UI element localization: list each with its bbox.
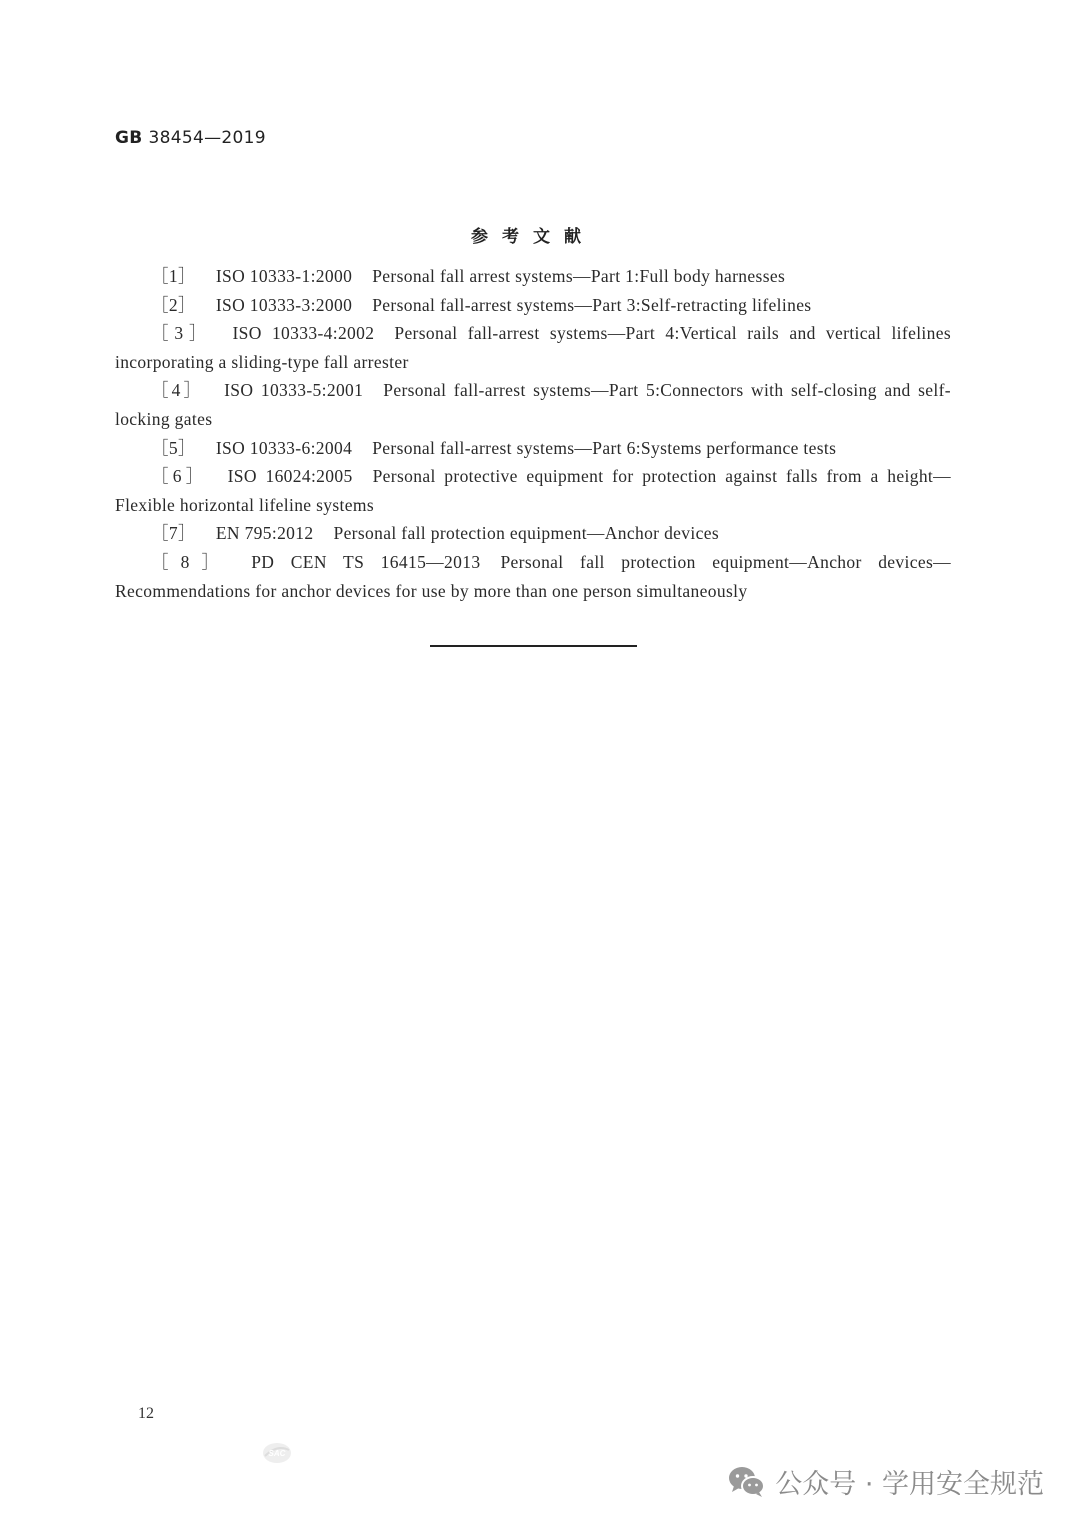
reference-code: EN 795:2012 (215, 523, 314, 544)
reference-number: ［1］ (151, 266, 196, 286)
reference-item (115, 462, 951, 519)
reference-item (115, 519, 951, 548)
reference-item (115, 262, 951, 291)
reference-number: ［2］ (151, 294, 196, 315)
reference-code: ISO 10333-5:2001 (224, 380, 364, 401)
reference-title: Personal fall-arrest systems—Part 5:Connectors with self-closing and self-locking gates (115, 380, 951, 429)
reference-number: ［4］ (151, 380, 205, 401)
reference-item (115, 319, 951, 376)
section-title: 参考文献 (471, 227, 595, 247)
reference-number: ［5］ (151, 437, 196, 458)
reference-title: Personal fall protection equipment—Anchor devices—Recommendations for anchor devices for use by more than one person simultaneously (115, 551, 951, 601)
reference-code: ISO 16024:2005 (227, 466, 353, 487)
standard-prefix: GB (115, 128, 143, 148)
reference-number: ［7］ (151, 523, 196, 544)
end-rule (430, 645, 637, 647)
sac-logo-icon (262, 1441, 292, 1465)
reference-title: Personal protective equipment for protection against falls from a height—Flexible horizontal lifeline systems (115, 466, 951, 515)
reference-code: ISO 10333-6:2004 (215, 437, 353, 458)
reference-item (115, 291, 951, 320)
svg-text:SAC: SAC (268, 1449, 286, 1458)
reference-item (115, 434, 951, 463)
reference-list (115, 262, 951, 605)
reference-title: Personal fall protection equipment—Anchor devices (333, 523, 719, 544)
reference-code: PD CEN TS 16415—2013 (251, 551, 481, 572)
watermark (727, 1462, 1044, 1501)
reference-number: ［6］ (151, 466, 208, 487)
reference-code: ISO 10333-4:2002 (232, 323, 375, 344)
reference-title: Personal fall-arrest systems—Part 6:Systems performance tests (372, 437, 837, 458)
reference-item (115, 376, 951, 433)
reference-item (115, 548, 951, 605)
reference-number: ［3］ (151, 323, 213, 344)
page-header (115, 128, 266, 148)
reference-title: Personal fall-arrest systems—Part 3:Self-retracting lifelines (372, 294, 812, 315)
standard-number: 38454—2019 (148, 128, 266, 148)
watermark-text: 公众号 · 学用安全规范 (775, 1469, 1044, 1500)
reference-number: ［8］ (151, 551, 232, 572)
wechat-icon (727, 1465, 767, 1499)
reference-title: Personal fall arrest systems—Part 1:Full body harnesses (372, 266, 786, 286)
reference-code: ISO 10333-3:2000 (215, 294, 353, 315)
reference-code: ISO 10333-1:2000 (215, 266, 353, 286)
page-number: 12 (138, 1405, 154, 1422)
reference-title: Personal fall-arrest systems—Part 4:Vertical rails and vertical lifelines incorporating a sliding-type fall arrester (115, 323, 951, 372)
